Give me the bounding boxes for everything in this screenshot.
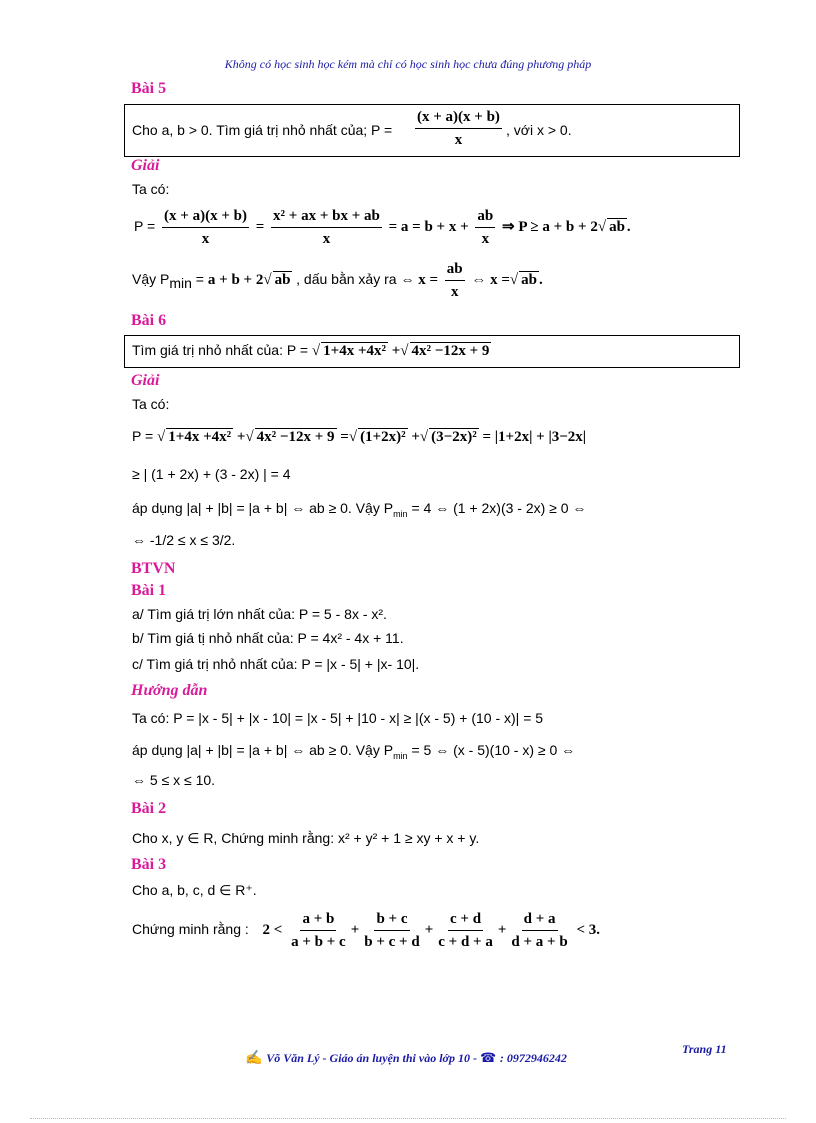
- radicand: 4x² −12x + 9: [256, 429, 335, 445]
- btvn-h3: ⇔ 5 ≤ x ≤ 10.: [132, 772, 216, 788]
- btvn-bai1-title: Bài 1: [131, 582, 167, 599]
- frac-numerator: b + c: [374, 908, 409, 931]
- frac-numerator: d + a: [522, 908, 558, 931]
- frac-denominator: a + b + c: [291, 934, 346, 950]
- btvn-bai3-inequality: [132, 908, 600, 953]
- frac-denominator: b + c + d: [364, 934, 420, 950]
- frac-numerator: ab: [475, 205, 495, 228]
- text: +: [236, 429, 246, 445]
- frac-denominator: x: [201, 231, 210, 247]
- text: +: [424, 921, 434, 938]
- text: =: [255, 218, 265, 235]
- text: = |1+2x| + |3−2x|: [482, 429, 587, 445]
- btvn-bai1-b: b/ Tìm giá tị nhỏ nhất của: P = 4x² - 4x + 11.: [132, 630, 404, 646]
- radicand: ab: [609, 218, 625, 235]
- bai6-giai: Giải: [131, 372, 160, 389]
- text: +: [497, 921, 507, 938]
- bai5-prompt-post: , với x > 0.: [506, 122, 572, 138]
- text: +: [391, 343, 401, 359]
- text: .: [626, 218, 631, 235]
- frac-numerator: a + b: [300, 908, 336, 931]
- bai5-prompt: [132, 122, 392, 138]
- radicand: 1+4x +4x²: [168, 429, 232, 445]
- frac-numerator: (x + a)(x + b): [415, 106, 502, 129]
- radicand: (1+2x)²: [360, 429, 406, 445]
- text: áp dụng |a| + |b| = |a + b| ⇔ ab ≥ 0. Vậy P: [132, 742, 394, 758]
- radicand: (3−2x)²: [431, 429, 477, 445]
- text: .: [539, 271, 543, 288]
- text: a + b + 2: [207, 271, 264, 288]
- bai6-line4: ⇔ -1/2 ≤ x ≤ 3/2.: [132, 532, 236, 548]
- phone-icon: ☎: [479, 1050, 497, 1065]
- radicand: ab: [521, 271, 537, 288]
- text: = 5 ⇔ (x - 5)(10 - x) ≥ 0 ⇔: [407, 742, 576, 758]
- text: =: [340, 429, 349, 445]
- bai5-prompt-fraction: [412, 106, 505, 151]
- text: 2 <: [262, 921, 283, 938]
- bai5-prompt-pre: Cho a, b > 0. Tìm giá trị nhỏ nhất của; P =: [132, 122, 393, 138]
- text: P =: [132, 428, 158, 444]
- text: ⇔ x =: [471, 271, 510, 288]
- radicand: 4x² −12x + 9: [411, 343, 490, 359]
- bai6-line1: P = √ 1+4x +4x² +√ 4x² −12x + 9 =√ (1+2x)² +√ (3−2x)² = |1+2x| + |3−2x|: [132, 428, 587, 445]
- frac-denominator: x: [322, 231, 331, 247]
- text: .: [596, 921, 601, 938]
- frac-denominator: x: [450, 284, 459, 300]
- bai6-taco: Ta có:: [132, 396, 170, 412]
- btvn-huongdan: Hướng dẫn: [131, 682, 208, 699]
- btvn-bai2-title: Bài 2: [131, 800, 167, 817]
- text: = a = b + x +: [388, 218, 469, 235]
- btvn-title: BTVN: [131, 560, 176, 577]
- text: ⇒ P ≥ a + b + 2: [502, 218, 598, 235]
- subscript: min: [169, 274, 192, 291]
- bai5-line2: Vậy $P_{min} = a + b + 2√$ ab , dấu bằn xảy ra ⇔ x = $\frac{ab}{x}$ ⇔ x =√ ab .: [132, 258, 543, 303]
- btvn-h1: Ta có: P = |x - 5| + |x - 10| = |x - 5| + |10 - x| ≥ |(x - 5) + (10 - x)| = 5: [132, 710, 544, 726]
- bai6-title: Bài 6: [131, 312, 167, 329]
- text: áp dụng |a| + |b| = |a + b| ⇔ ab ≥ 0. Vậy P: [132, 500, 394, 516]
- frac-denominator: d + a + b: [511, 934, 568, 950]
- frac-numerator: x² + ax + bx + ab: [271, 205, 382, 228]
- footer-text: Võ Văn Lý - Giáo án luyện thi vào lớp 10 -: [266, 1051, 480, 1065]
- page-header: Không có học sinh học kém mà chỉ có học sinh học chưa đúng phương pháp: [224, 57, 592, 71]
- frac-denominator: x: [454, 132, 463, 148]
- text: = 4 ⇔ (1 + 2x)(3 - 2x) ≥ 0 ⇔: [407, 500, 587, 516]
- bai5-taco: Ta có:: [132, 181, 170, 197]
- bai6-line2: ≥ | (1 + 2x) + (3 - 2x) | = 4: [132, 466, 291, 482]
- text: P =: [134, 217, 160, 234]
- text: Tìm giá trị nhỏ nhất của: P =: [132, 342, 312, 358]
- frac-denominator: c + d + a: [438, 934, 493, 950]
- footer: [245, 1050, 567, 1067]
- frac-numerator: c + d: [448, 908, 483, 931]
- frac-numerator: (x + a)(x + b): [162, 205, 249, 228]
- bottom-dotted-rule: [30, 1118, 786, 1119]
- radicand: ab: [274, 271, 291, 288]
- radicand: 1+4x +4x²: [323, 343, 386, 359]
- frac-numerator: ab: [445, 258, 465, 281]
- text: Vậy P: [132, 270, 170, 287]
- page-number: Trang 11: [682, 1042, 727, 1056]
- text: x =: [418, 271, 439, 288]
- bai5-title: Bài 5: [131, 80, 167, 97]
- btvn-bai1-a: a/ Tìm giá trị lớn nhất của: P = 5 - 8x - x².: [132, 606, 387, 622]
- btvn-bai2-text: Cho x, y ∈ R, Chứng minh rằng: x² + y² + 1 ≥ xy + x + y.: [132, 830, 480, 846]
- btvn-bai3-title: Bài 3: [131, 856, 167, 873]
- text: < 3: [576, 921, 597, 938]
- btvn-bai3-given: Cho a, b, c, d ∈ R⁺.: [132, 882, 257, 898]
- footer-phone: : 0972946242: [499, 1051, 567, 1065]
- subscript: min: [393, 508, 408, 519]
- text: +: [350, 921, 360, 938]
- btvn-bai1-c: c/ Tìm giá trị nhỏ nhất của: P = |x - 5| + |x- 10|.: [132, 656, 420, 672]
- btvn-h2: [132, 742, 575, 761]
- text: =: [191, 270, 208, 287]
- bai6-prompt: Tìm giá trị nhỏ nhất của: P = √ 1+4x +4x² +√ 4x² −12x + 9: [132, 342, 490, 359]
- bai6-line3: [132, 500, 586, 519]
- text: Chứng minh rằng :: [132, 920, 249, 937]
- frac-denominator: x: [481, 231, 490, 247]
- pen-icon: ✍: [245, 1051, 263, 1066]
- text: +: [411, 429, 420, 445]
- bai5-line1: P = $\frac{(x + a)(x + b)}{x}$ = $\frac{\text{x² + ax + bx + ab}}{x}$ = a = b + x + $\frac{ab}{x}$ ⇒ P ≥ a + b + 2√ ab .: [134, 205, 631, 250]
- subscript: min: [393, 750, 408, 761]
- text: , dấu bằn xảy ra ⇔: [296, 270, 415, 287]
- bai5-giai: Giải: [131, 157, 160, 174]
